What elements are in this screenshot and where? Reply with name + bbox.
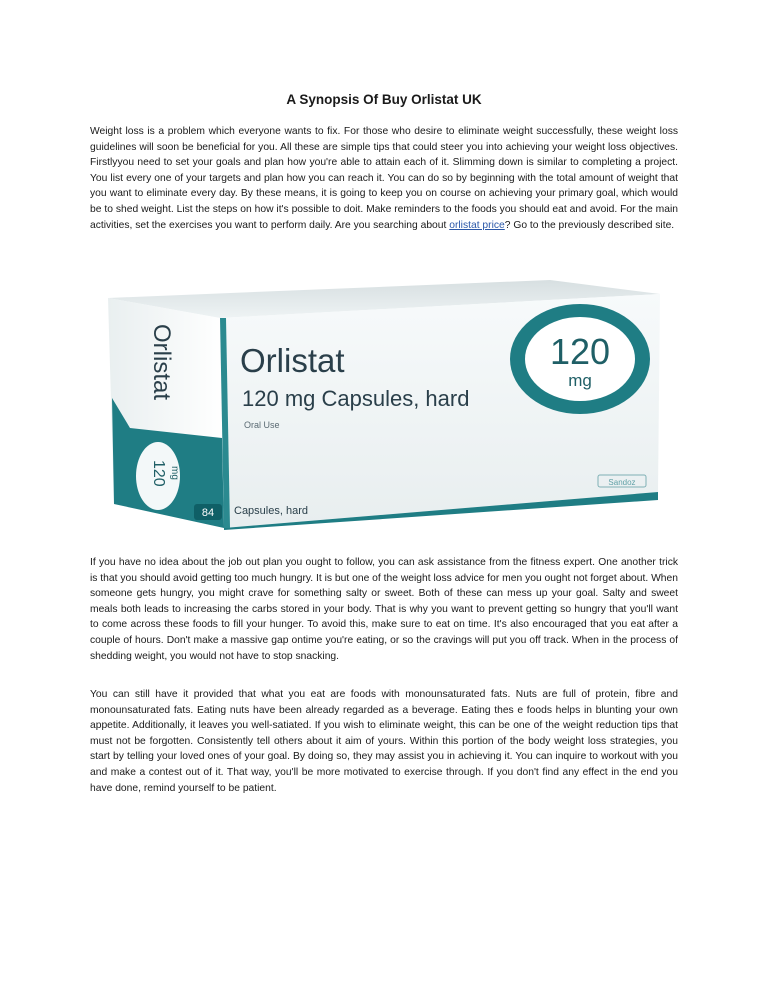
paragraph-intro-tail: ? Go to the previously described site. bbox=[504, 219, 675, 231]
paragraph-hunger: If you have no idea about the job out plan you ought to follow, you can ask assistance from the fitness expert. One another trick is that you should avoid getting too much hungry. It is but one of the weight loss advice for men you ought not forget about. When someone gets hungry, you might crave for something salty or sweet. Both of these can mess up your goal. Salty and sweet meals both leads to increasing the carbs stored in your body. That is why you want to prevent getting so hungry that you'll want to come across these foods to fill your hunger. To avoid this, make sure to eat on time. It's also encouraged that you eat after a couple of hours. Don't make a massive gap ontime you're eating, or so the cravings will put you off track. When in the process of shedding weight, you would not have to stop snacking. bbox=[90, 557, 678, 662]
product-brand: Orlistat bbox=[240, 342, 345, 379]
badge-number: 120 bbox=[549, 331, 611, 372]
badge-unit: mg bbox=[568, 371, 592, 390]
paragraph-intro bbox=[90, 124, 678, 233]
product-box-image bbox=[100, 278, 665, 530]
product-strength-line: 120 mg Capsules, hard bbox=[242, 386, 470, 411]
paragraph-nuts: You can still have it provided that what you eat are foods with monounsaturated fats. Nuts are full of protein, fibre and monounsaturated fats. Eating nuts have been already regarded as a beverage. Eating thes e foods helps in blunting your own appetite. Additionally, it leaves you well-satiated. If you wish to eliminate weight, this can be one of the weight reduction tips that must not be forgotten. Consistently tell others about it aim of yours. Within this portion of the body weight loss strategies, you start by telling your loved ones of your goal. By doing so, they may assist you in achieving it. You can inquire to workout with you and make a contest out of it. That way, you'll be more motivated to exercise through. If you don't find any effect in the end you have done, remind yourself to be patient. bbox=[90, 689, 678, 794]
pack-count: 84 bbox=[201, 507, 215, 519]
paragraph-intro-text: Weight loss is a problem which everyone wants to fix. For those who desire to eliminate weight successfully, these weight loss guidelines will soon be beneficial for you. All these are simple tips that could steer you into achieving your weight loss objectives. Firstlyyou need to set your goals and plan how you're able to attain each of it. Slimming down is similar to completing a project. You list every one of your targets and plan how you can reach it. You can do so by beginning with the total amount of weight that you want to eliminate every day. By these means, it is going to keep you on course on achieving your primary goal, which would be to shed weight. List the steps on how it's possible to doit. Make reminders to the foods you should eat and avoid. For the main activities, set the exercises you want to perform daily. Are you searching about bbox=[90, 126, 678, 231]
side-strength-number: 120 bbox=[150, 460, 167, 487]
maker-mark: Sandoz bbox=[608, 478, 636, 487]
document-title: A Synopsis Of Buy Orlistat UK bbox=[286, 92, 482, 107]
side-strength-unit: mg bbox=[169, 466, 180, 480]
side-brand: Orlistat bbox=[148, 324, 175, 401]
product-route: Oral Use bbox=[244, 420, 280, 430]
pack-text: Capsules, hard bbox=[234, 505, 308, 517]
orlistat-price-link[interactable]: orlistat price bbox=[449, 219, 505, 231]
